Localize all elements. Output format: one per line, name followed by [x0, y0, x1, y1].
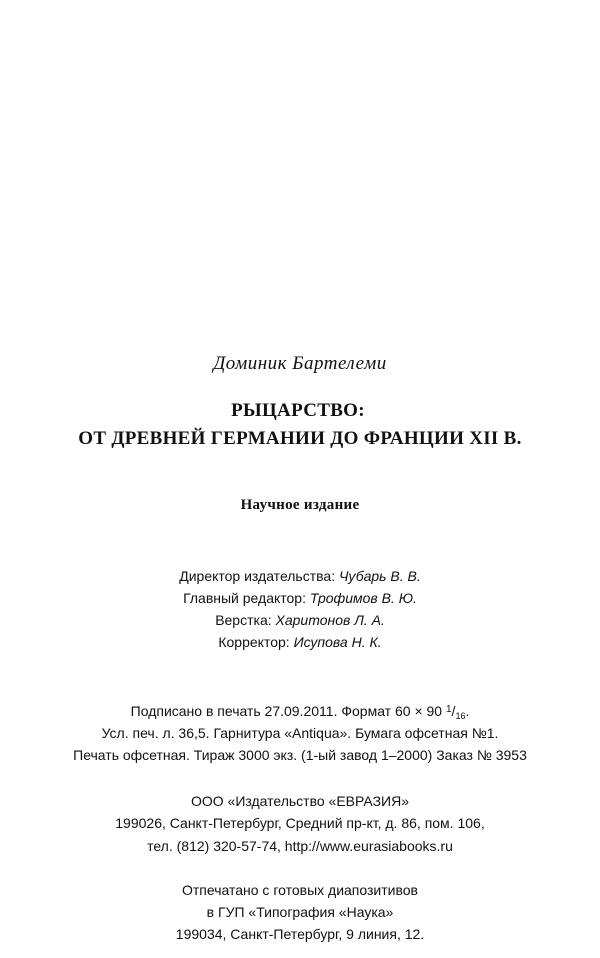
edition-type: Научное издание — [240, 497, 360, 513]
staff-role: Верстка: — [215, 612, 276, 628]
author-name: Доминик Бартелеми — [213, 353, 387, 374]
staff-role: Главный редактор: — [183, 590, 310, 606]
format-denominator: 16 — [455, 711, 466, 721]
staff-chief-editor — [0, 590, 600, 606]
staff-layout — [0, 612, 600, 628]
publisher-contacts: тел. (812) 320-57-74, http://www.eurasiabooks.ru — [147, 838, 453, 854]
staff-proofreader — [0, 634, 600, 650]
printer-line-1: Отпечатано с готовых диапозитивов — [182, 882, 418, 898]
imprint-signed-text: Подписано в печать 27.09.2011. Формат 60 × 90 — [130, 703, 446, 719]
staff-role: Директор издательства: — [179, 568, 339, 584]
staff-person: Исупова Н. К. — [293, 634, 382, 650]
format-end: . — [465, 703, 470, 719]
staff-director — [0, 568, 600, 584]
publisher-address: 199026, Санкт-Петербург, Средний пр-кт, д. 86, пом. 106, — [115, 815, 485, 831]
imprint-signed-format — [0, 703, 600, 721]
staff-role: Корректор: — [218, 634, 294, 650]
staff-person: Харитонов Л. А. — [275, 612, 385, 628]
format-numerator: 1 — [445, 704, 452, 715]
imprint-sheets-typeface: Усл. печ. л. 36,5. Гарнитура «Antiqua». Бумага офсетная №1. — [101, 725, 499, 741]
format-slash: / — [451, 703, 456, 719]
book-title-line-1: РЫЦАРСТВО: — [231, 400, 365, 421]
staff-person: Чубарь В. В. — [338, 568, 421, 584]
book-title-line-2: ОТ ДРЕВНЕЙ ГЕРМАНИИ ДО ФРАНЦИИ XII В. — [78, 428, 522, 449]
printer-address: 199034, Санкт-Петербург, 9 линия, 12. — [175, 926, 425, 942]
printer-name: в ГУП «Типография «Наука» — [206, 904, 394, 920]
staff-person: Трофимов В. Ю. — [309, 590, 417, 606]
imprint-print-run: Печать офсетная. Тираж 3000 экз. (1-ый завод 1–2000) Заказ № 3953 — [73, 747, 527, 763]
publisher-name: ООО «Издательство «ЕВРАЗИЯ» — [190, 793, 410, 809]
